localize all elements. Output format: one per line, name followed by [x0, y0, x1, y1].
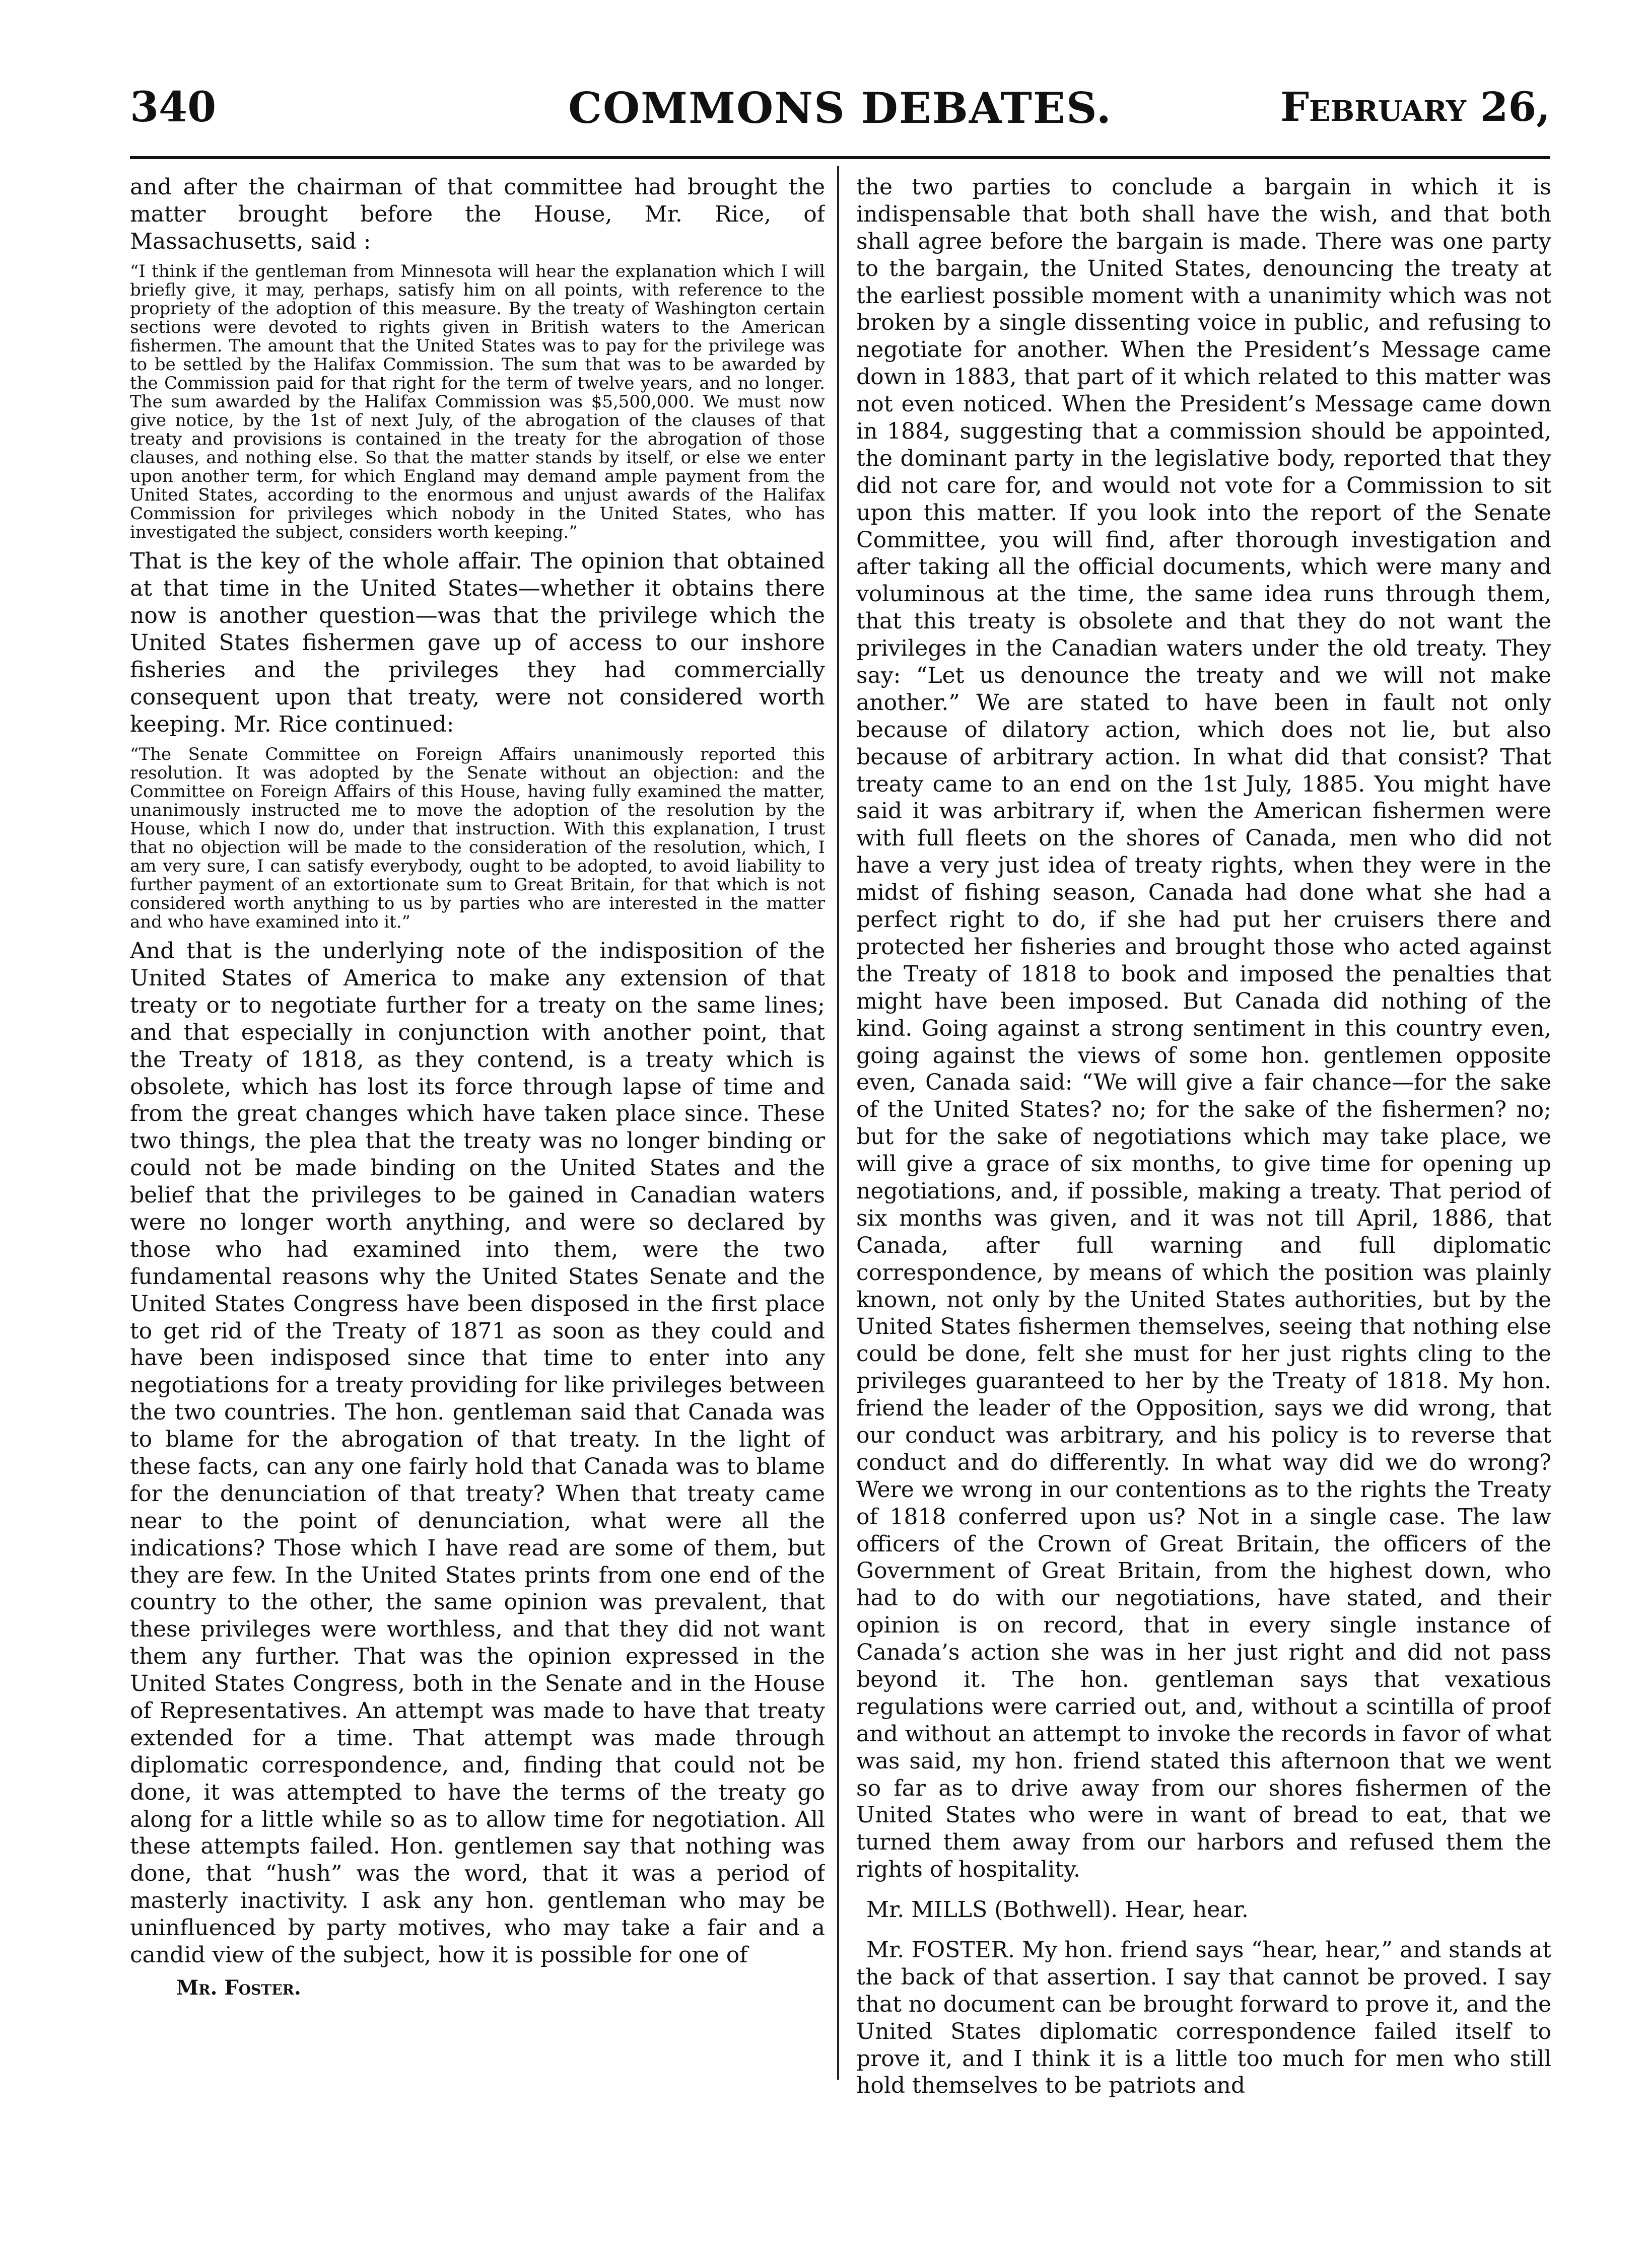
- speech-foster-text: My hon. friend says “hear, hear,” and stands at the back of that assertion. I say that cannot be proved. I say that no document can be brought forward to prove it, and the United States diplomatic correspondence failed itself to prove it, and I think it is a little too much for men who still hold themselves to be patriots and: [856, 1937, 1551, 2099]
- speaker-mills: Mr. MILLS (Bothwell).: [866, 1897, 1118, 1923]
- right-paragraph-1: the two parties to conclude a bargain in which it is indispensable that both shall have the wish, and that both shall agree before the bargain is made. There was one party to the bargain, the United States, denouncing the treaty at the earliest possible moment with a unanimity which was not broken by a single dissenting voice in public, and refusing to negotiate for another. When the President’s Message came down in 1883, that part of it which related to this matter was not even noticed. When the President’s Message came down in 1884, suggesting that a commission should be appointed, the dominant party in the legislative body, reported that they did not care for, and would not vote for a Commission to sit upon this matter. If you look into the report of the Senate Committee, you will find, after thorough investigation and after taking all the official documents, which were many and voluminous at the time, the same idea runs through them, that this treaty is obsolete and that they do not want the privileges in the Canadian waters under the old treaty. They say: “Let us denounce the treaty and we will not make another.” We are stated to have been in fault not only because of dilatory action, which does not lie, but also because of arbitrary action. In what did that consist? That treaty came to an end on the 1st July, 1885. You might have said it was arbitrary if, when the American fishermen were with full fleets on the shores of Canada, men who did not have a very just idea of treaty rights, when they were in the midst of fishing season, Canada had done what she had a perfect right to do, if she had put her cruisers there and protected her fisheries and brought those who acted against the Treaty of 1818 to book and imposed the penalties that might have been imposed. But Canada did nothing of the kind. Going against a strong sentiment in this country even, going against the views of some hon. gentlemen opposite even, Canada said: “We will give a fair chance—for the sake of the United States? no; for the sake of the fishermen? no; but for the sake of negotiations which may take place, we will give a grace of six months, to give time for opening up negotiations, and, if possible, making a treaty. That period of six months was given, and it was not till April, 1886, that Canada, after full warning and full diplomatic correspondence, by means of which the position was plainly known, not only by the United States authorities, but by the United States fishermen themselves, seeing that nothing else could be done, felt she must for her just rights cling to the privileges guaranteed to her by the Treaty of 1818. My hon. friend the leader of the Opposition, says we did wrong, that our conduct was arbitrary, and his policy is to reverse that conduct and do differently. In what way did we do wrong? Were we wrong in our contentions as to the rights the Treaty of 1818 conferred upon us? Not in a single case. The law officers of the Crown of Great Britain, the officers of the Government of Great Britain, from the highest down, who had to do with our negotiations, have stated, and their opinion is on record, that in every single instance of Canada’s action she was in her just right and did not pass beyond it. The hon. gentleman says that vexatious regulations were carried out, and, without a scintilla of proof and without an attempt to invoke the records in favor of what was said, my hon. friend stated this afternoon that we went so far as to drive away from our shores fishermen of the United States who were in want of bread to eat, that we turned them away from our harbors and refused them the rights of hospitality.: [856, 174, 1551, 1883]
- left-paragraph-3: And that is the underlying note of the indisposition of the United States of America to make any extension of that treaty or to negotiate further for a treaty on the same lines; and that especially in conjunction with another point, that the Treaty of 1818, as they contend, is a treaty which is obsolete, which has lost its force through lapse of time and from the great changes which have taken place since. These two things, the plea that the treaty was no longer binding or could not be made binding on the United States and the belief that the privileges to be gained in Canadian waters were no longer worth anything, and were so declared by those who had examined into them, were the two fundamental reasons why the United States Senate and the United States Congress have been disposed in the first place to get rid of the Treaty of 1871 as soon as they could and have been indisposed since that time to enter into any negotiations for a treaty providing for like privileges between the two countries. The hon. gentleman said that Canada was to blame for the abrogation of that treaty. In the light of these facts, can any one fairly hold that Canada was to blame for the denunciation of that treaty? When that treaty came near to the point of denunciation, what were all the indications? Those which I have read are some of them, but they are few. In the United States prints from one end of the country to the other, the same opinion was prevalent, that these privileges were worthless, and that they did not want them any further. That was the opinion expressed in the United States Congress, both in the Senate and in the House of Representatives. An attempt was made to have that treaty extended for a time. That attempt was made through diplomatic correspondence, and, finding that could not be done, it was attempted to have the terms of the treaty go along for a little while so as to allow time for negotiation. All these attempts failed. Hon. gentlemen say that nothing was done, that “hush” was the word, that it was a period of masterly inactivity. I ask any hon. gentleman who may be uninfluenced by party motives, who may take a fair and a candid view of the subject, how it is possible for one of: [130, 938, 825, 1968]
- column-divider: [837, 166, 839, 2080]
- speech-mills-text: Hear, hear.: [1125, 1897, 1249, 1923]
- speech-foster: [856, 1937, 1551, 2099]
- left-quote-1: “I think if the gentleman from Minnesota will hear the explanation which I will briefly give, it may, perhaps, satisfy him on all points, with reference to the propriety of the adoption of this measure. By the treaty of Washington certain sections were devoted to rights given in British waters to the American fishermen. The amount that the United States was to pay for the privilege was to be settled by the Halifax Commission. The sum that was to be awarded by the Commission paid for that right for the term of twelve years, and no longer. The sum awarded by the Halifax Commission was $5,500,000. We must now give notice, by the 1st of next July, of the abrogation of the clauses of that treaty and provisions is contained in the treaty for the abrogation of those clauses, and nothing else. So that the matter stands by itself, or else we enter upon another term, for which England may demand ample payment from the United States, according to the enormous and unjust awards of the Halifax Commission for privileges which nobody in the United States, who has investigated the subject, considers worth keeping.”: [130, 261, 825, 543]
- header-rule: [130, 156, 1550, 159]
- speaker-foster: Mr. FOSTER.: [866, 1937, 1015, 1963]
- publication-title: COMMONS DEBATES.: [568, 83, 1112, 133]
- catchword: Mr. Foster.: [176, 1975, 301, 2000]
- page-header: [130, 83, 1550, 138]
- left-quote-2: “The Senate Committee on Foreign Affairs unanimously reported this resolution. It was adopted by the Senate without an objection: and the Committee on Foreign Affairs of this House, having fully examined the matter, unanimously instructed me to move the adoption of the resolution by the House, which I now do, under that instruction. With this explanation, I trust that no objection will be made to the consideration of the resolution, which, I am very sure, I can satisfy everybody, ought to be adopted, to avoid liability to further payment of an extortionate sum to Great Britain, for that which is not considered worth anything to us by parties who are interested in the matter and who have examined into it.”: [130, 744, 825, 933]
- left-paragraph-2: That is the key of the whole affair. The opinion that obtained at that time in the United States—whether it obtains there now is another question—was that the privilege which the United States fishermen gave up of access to our inshore fisheries and the privileges they had commercially consequent upon that treaty, were not considered worth keeping. Mr. Rice continued:: [130, 548, 825, 737]
- page-number: 340: [130, 83, 217, 131]
- left-paragraph-1: and after the chairman of that committee had brought the matter brought before the House, Mr. Rice, of Massachusetts, said :: [130, 174, 825, 254]
- right-column: [856, 174, 1551, 2106]
- speech-mills: [856, 1896, 1551, 1924]
- page-date: February 26,: [1280, 83, 1550, 130]
- left-column: [130, 174, 825, 2000]
